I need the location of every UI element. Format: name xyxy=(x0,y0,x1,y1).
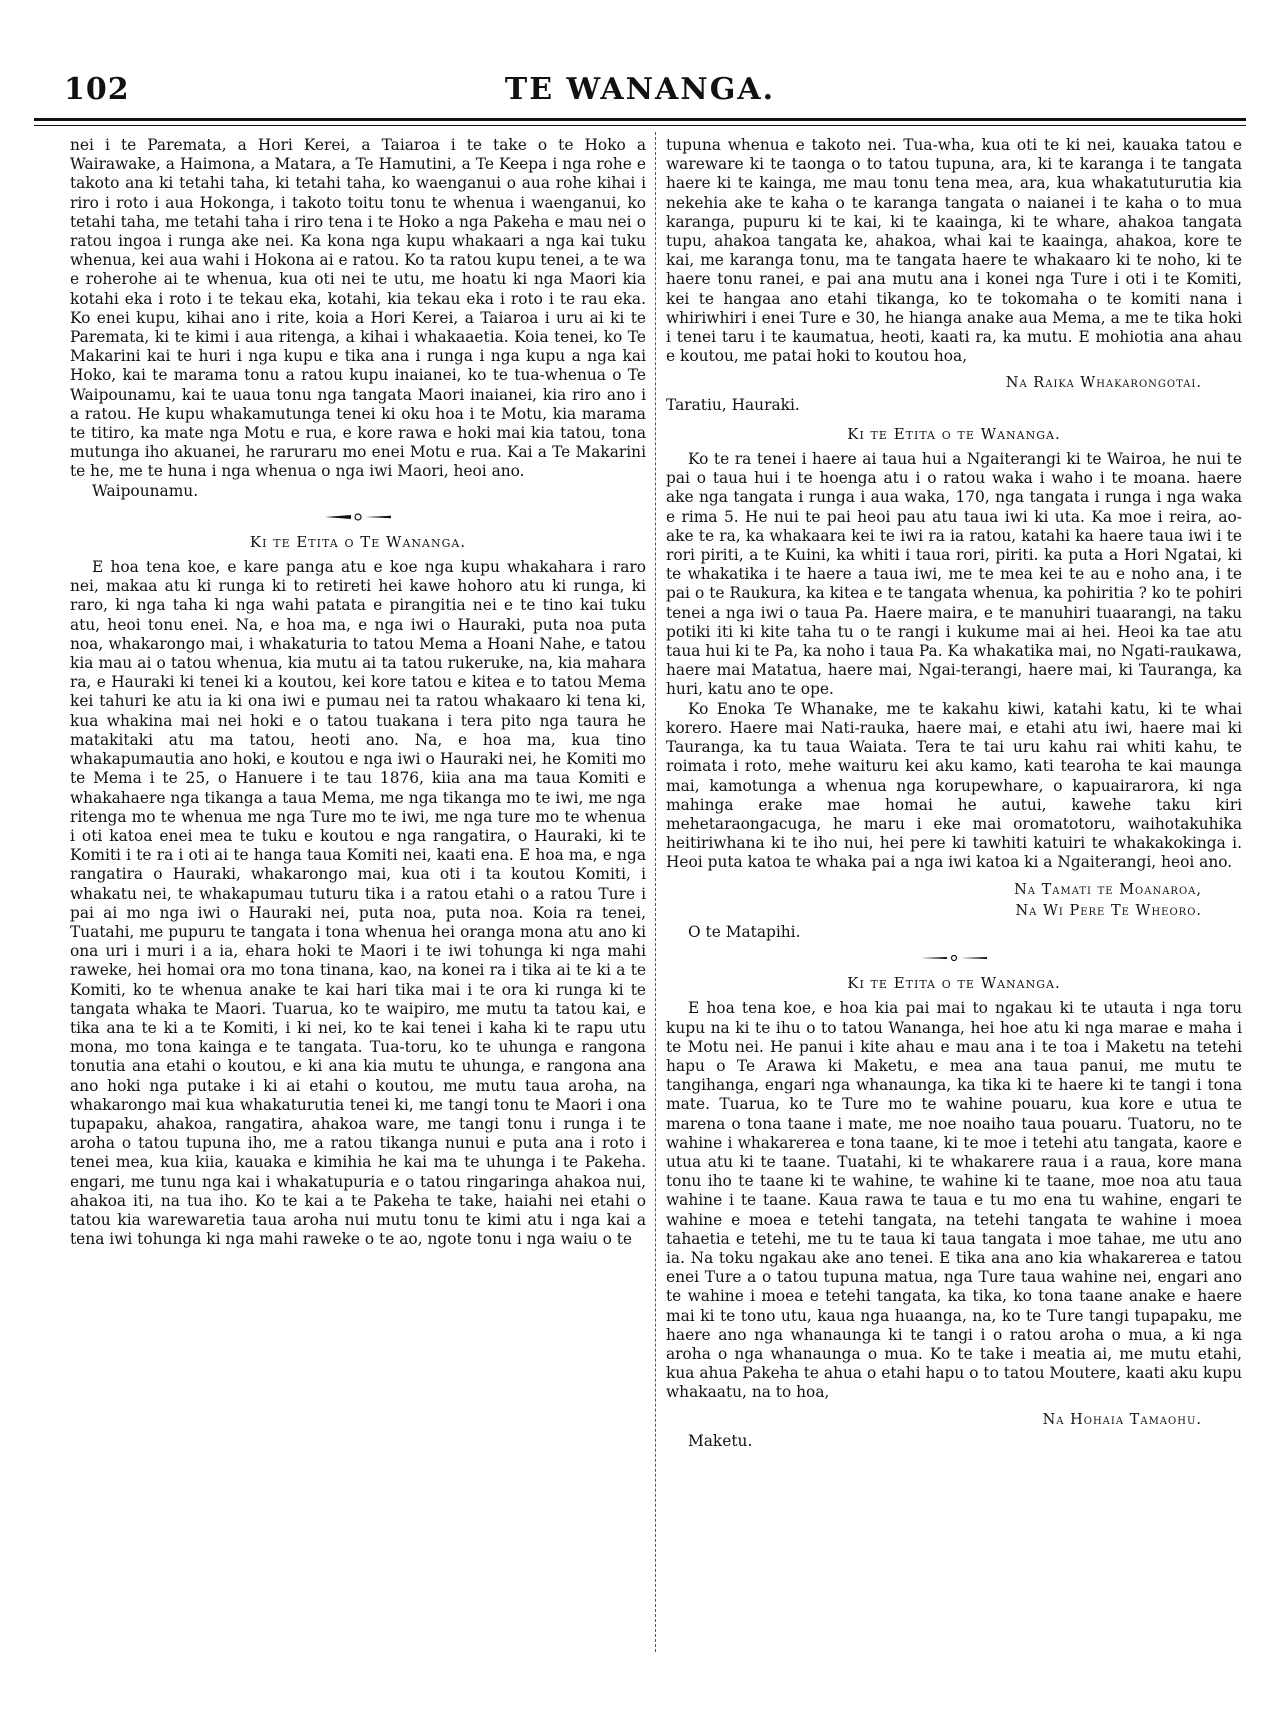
letter-heading: Ki te Etita o Te Wananga. xyxy=(249,532,467,551)
section-ornament xyxy=(323,511,393,523)
letter-heading: Ki te Etita o te Wananga. xyxy=(847,424,1061,443)
article-place: Waipounamu. xyxy=(92,481,199,500)
letter-place: Maketu. xyxy=(688,1431,753,1450)
letter-body: Ko te ra tenei i haere ai taua hui a Ngaiterangi ki te Wairoa, he nui te pai o taua hui i te hoenga atu i o ratou waka i waho i te moana. haere ake nga tangata i runga i aua waka, 170, nga tangata i runga i nga waka e rima 5. He nui te pai heoi pau atu taua iwi ki uta. Ka moe i reira, ao-ake te ra, ka whakaara kei te iwi ra ia ratou, katahi ka haere taua iwi i te rori piriti, a te Kuini, ka whiti i taua rori, piriti. ka puta a Hori Ngatai, ki te whakatika i te haere a taua iwi, me te mea kei te au e noho ana, i te pai o te Raukura, ka kitea e te tangata whenua, ka pohiritia ? ko te pohiri tenei a nga iwi o taua Pa. Haere maira, e te manuhiri tuaarangi, na taku potiki iti ki kite taha tu o te rangi i kukume mai ai hei. Heoi ka tae atu taua hui ki te Pa, ka noho i taua Pa. Ka whakatika mai, no Ngati-raukawa, haere mai Matatua, haere mai, Ngai-terangi, haere mai, ki Tauranga, ka huri, katu ano te ope. xyxy=(666,450,1242,699)
letter-place: Taratiu, Hauraki. xyxy=(666,395,800,414)
letter-continuation: tupuna whenua e takoto nei. Tua-wha, kua oti te ki nei, kauaka tatou e wareware ki te taonga o to tatou tupuna, ara, ki te karanga i te tangata haere ki te kainga, me mau tonu tena mea, ara, kua whakatuturutia kia nekehia ake te kaha o te karanga tangata o naianei i te kaha o to mua karanga, pupuru ki te kai, ki te kaainga, ki te whare, ahakoa tangata tupu, ahakoa tangata ke, ahakoa, whai kai te kaainga, ahakoa, kore te kai, me karanga tonu, ma te tangata haere te whakaaro ki te noho, ki te haere tonu ranei, e pai ana mutu ana i konei nga Ture i oti i te Komiti, kei te hangaa ano etahi tikanga, ko te tokomaha o te komiti nana i whiriwhiri i enei Ture e 30, he hianga anake aua Mema, a me te tika hoki i tenei taru i te kaumatua, heoti, kaati ra, ka mutu. E mohiotia ana ahau e koutou, me patai hoki to koutou hoa, xyxy=(666,136,1242,366)
letter-place: O te Matapihi. xyxy=(688,922,801,941)
article-continuation: nei i te Paremata, a Hori Kerei, a Taiaroa i te take o te Hoko a Wairawake, a Haimona, a Matara, a Te Hamutini, a Te Keepa i nga rohe e takoto ana ki tetahi taha, ki tetahi taha, ko waenganui o aua rohe kihai i riro i roto i aua Hokonga, i takoto toitu tonu te whenua i waenganui, ko tetahi taha, me tetahi taha i riro tena i te Hoko a nga Pakeha e mau nei o ratou ingoa i runga ake nei. Ka kona nga kupu whakaari a nga kai tuku whenua, kei aua wahi i Hokona ai e ratou. Ko ta ratou kupu tenei, a te wa e roherohe ai te whenua, kua oti nei te utu, me hoatu ki nga Maori kia kotahi eka i roto i te tekau eka, kotahi, kia tekau eka i roto i te rau eka. Ko enei kupu, kihai ano i rite, koia a Hori Kerei, a Taiaroa i uru ai ki te Paremata, ki te kimi i aua ritenga, a kihai i whakaaetia. Koia tenei, ko Te Makarini kai te huri i nga kupu e tika ana i runga i nga kupu a nga kai Hoko, kai te marama tonu a ratou kupu inaianei, ko te tua-whenua o Te Waipounamu, kai te uaua tonu nga tangata Maori inaianei, kia riro ano i a ratou. He kupu whakamutunga tenei ki oku hoa i te Motu, kia marama te titiro, ka mate nga Motu e rua, e kore rawa e hoki mai kia tatou, tona mutunga iho akuanei, he raruraru mo enei Motu e rua. Kai a Te Makarini te he, me te huna i nga whenua o nga iwi Maori, heoi ano. xyxy=(70,136,647,481)
header-rule-thick xyxy=(34,118,1246,121)
letter-body: E hoa tena koe, e kare panga atu e koe nga kupu whakahara i raro nei, makaa atu ki runga ki to retireti hei kawe hohoro atu ki runga, ki raro, ki nga taha ki nga wahi patata e pirangitia nei e te tino kai tuku atu, heoi tonu enei. Na, e hoa ma, e nga iwi o Hauraki, puta noa puta noa, whakarongo mai, i whakaturia to tatou Mema a Hoani Nahe, e tatou kia mau ai o tatou whenua, kia mutu ai ta tatou rukeruke, na, kia mahara ra, e Hauraki ki tenei ki a koutou, kei kore tatou e kitea e to tatou Mema kei tahuri ke atu ia ki ona iwi e pumau nei ta ratou whakaaro ki tena ki, kua whakina mai nei hoki e o tatou tuakana i tera pito nga taura he matakitaki atu ma tatou, heoti ano. Na, e hoa ma, kua tino whakapumautia ano hoki, e koutou e nga iwi o Hauraki nei, he Komiti mo te Mema i te 25, o Hanuere i te tau 1876, kiia ana ma taua Komiti e whakahaere nga tikanga a taua Mema, me nga tikanga mo te iwi, me nga ritenga mo te whenua me nga Ture mo te iwi, me nga ture mo te whenua i oti katoa enei mea te tuku e koutou e nga rangatira, o Hauraki, ki te Komiti i te ra i oti ai te hanga taua Komiti nei, kaati ena. E hoa ma, e nga rangatira o Hauraki, whakarongo mai, kua oti i ta koutou Komiti, i whakatu nei, te whakapumau tuturu tika i a ratou etahi o a ratou Ture i pai ai mo nga iwi o Hauraki nei, puta noa, puta noa. Koia ra tenei, Tuatahi, me pupuru te tangata i tona whenua hei oranga mona atu ano ki ona uri i muri i a ia, ehara hoki te Maori i te iwi tohunga ki nga mahi raweke, hei homai ora mo tona tinana, kao, na konei ra i tika ai te ki a te Komiti, ko te whenua anake te kai hari tika mai i te ora ki runga ki te tangata whaka te Maori. Tuarua, ko te waipiro, me mutu ta tatou kai, e tika ana te ki a te Komiti, i ki nei, ko te kai tenei i kaha ki te rapu utu mona, mo tona kainga e te tangata. Tua-toru, ko te uhunga e rangona tonutia ana etahi o koutou, e ki ana kia mutu te uhunga, e rangona ana ano hoki nga putake i ki ai etahi o koutou, me mutu taua aroha, na whakarongo mai kua whakaturutia tenei ki, me tangi tonu te Maori i ona tupapaku, ahakoa, rangatira, ahakoa ware, me tangi tonu i runga i te aroha o tatou tupuna iho, me a ratou tikanga nunui e puta ana i roto i tenei mea, kua kiia, kauaka e kimihia he kai ma te uhunga i te Pakeha. engari, me tunu nga kai i whakatupuria e o tatou ringaringa ahakoa nui, ahakoa iti, na tua iho. Ko te kai a te Pakeha te take, haiahi nei etahi o tatou kia warewaretia taua aroha nui mutu tonu te kimi atu i nga kai a tena iwi tohunga ki nga mahi raweke o te ao, ngote tonu i nga waiu o te xyxy=(70,558,646,1249)
letter-signature: Na Hohaia Tamaohu. xyxy=(1042,1411,1202,1428)
right-column xyxy=(666,136,1242,1451)
masthead xyxy=(34,72,1246,120)
left-column xyxy=(70,136,646,1249)
letter-heading: Ki te Etita o te Wananga. xyxy=(847,974,1061,993)
newspaper-title: TE WANANGA. xyxy=(504,72,776,107)
letter-body: E hoa tena koe, e hoa kia pai mai to ngakau ki te utauta i nga toru kupu na ki te ihu o to tatou Wananga, hei hoe atu ki nga marae e maha i te Motu nei. He panui i kite ahau e mau ana i te toa i Maketu na tetehi hapu o Te Arawa ki Maketu, e mea ana taua panui, me mutu te tangihanga, engari nga whanaunga, ka tika ki te haere ki te tangi i tona mate. Tuarua, ko te Ture mo te wahine pouaru, kua kore e utua te marena o tona taane i mate, me noe noaiho taua pouaru. Tuatoru, no te wahine i whakarerea e tona taane, ki te moe i tetehi atu tangata, kaore e utua atu ki te taane. Tuatahi, ki te whakarere raua i a raua, kore mana tonu iho te taane ki te wahine, te wahine ki te taane, moe noa atu taua wahine i te taane. Kaua rawa te taua e tu mo ena tu wahine, engari te wahine e moea e tetehi tangata, na tetehi tangata te wahine i moea tahaetia e tetehi, me tu te taua ki taua tangata i moe tahae, me utu ano ia. Na toku ngakau ake ano tenei. E tika ana ano kia whakarerea e tatou enei Ture a o tatou tupuna matua, nga Ture taua wahine nei, engari ano te wahine i moea e tetehi tangata, ka tika, ko tona taane anake e haere mai ki te tono utu, kaua nga huaanga, na, ko te Ture tangi tupapaku, me haere ano nga whanaunga ki te tangi i o ratou aroha o mua, a ki nga aroha o nga whanaunga o mua. Ko te take i meatia ai, me mutu etahi, kua ahua Pakeha te ahua o etahi hapu o to tatou Moutere, kaati aku kupu whakaatu, na to hoa, xyxy=(666,999,1242,1402)
letter-signature: Na Wi Pere Te Wheoro. xyxy=(1015,902,1202,919)
column-divider xyxy=(655,132,657,1652)
letter-signature: Na Tamati te Moanaroa, xyxy=(1014,881,1202,898)
header-rule-thin xyxy=(34,125,1246,126)
letter-signature: Na Raika Whakarongotai. xyxy=(1005,375,1202,392)
page-number: 102 xyxy=(64,72,130,107)
section-ornament xyxy=(919,952,989,964)
letter-body: Ko Enoka Te Whanake, me te kakahu kiwi, katahi katu, ki te whai korero. Haere mai Nati-rauka, haere mai, e etahi atu iwi, haere mai ki Tauranga, ka tu taua Waiata. Tera te tai uru kahu rai whiti kahu, te roimata i roto, mehe waituru kei aku kamo, kati tearoha te kai maunga mai, kamotunga a whenua nga korupewhare, o kapuairarora, ki nga mahinga erake mae homai he autui, kawehe taku kiri mehetaraongacuga, he maru i eke mai oromatotoru, waihotakuhika heitiriwhana ki te iho nui, hei pere ki tawhiti katuiri te whakakokinga i. Heoi puta katoa te whaka pai a nga iwi katoa ki a Ngaiterangi, heoi ano. xyxy=(666,699,1242,872)
